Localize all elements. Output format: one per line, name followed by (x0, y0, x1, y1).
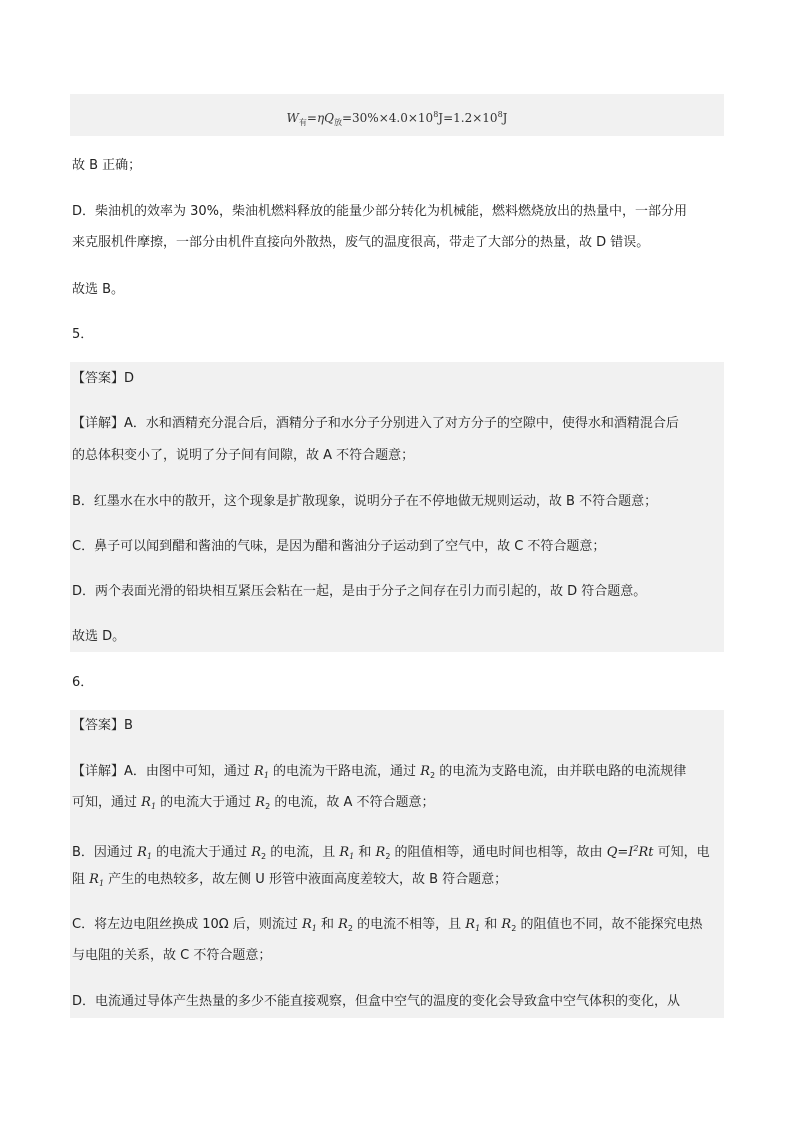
efficiency-formula: $W_有=\eta Q_放=30\%\times 4.0\times 10^8J=1.2\times 10^8J$ (286, 110, 508, 127)
joule-law: $Q=I^2Rt$ (606, 844, 654, 860)
q6-d-line-1: D．电流通过导体产生热量的多少不能直接观察，但盒中空气的温度的变化会导致盒中空气体积的变化，从 (72, 994, 681, 1009)
q5-a-line-1: 【详解】A．水和酒精充分混合后，酒精分子和水分子分别进入了对方分子的空隙中，使得水和酒精混合后 (72, 416, 679, 431)
q5-answer: 【答案】D (72, 371, 135, 386)
q4-conclusion: 故选 B。 (72, 282, 125, 297)
q6-b-line-1: B．因通过 $R_1$ 的电流大于通过 $R_2$ 的电流，且 $R_1$ 和 $R_2$ 的阻值相等，通电时间也相等，故由 $Q=I^2Rt$ 可知，电 (72, 844, 710, 861)
q6-c-line-1: C．将左边电阻丝换成 10Ω 后，则流过 $R_1$ 和 $R_2$ 的电流不相等，且 $R_1$ 和 $R_2$ 的阻值也不同，故不能探究电热 (72, 917, 703, 933)
q6-a-line-2: 可知，通过 $R_1$ 的电流大于通过 $R_2$ 的电流，故 A 不符合题意； (72, 795, 435, 811)
q6-a-line-1: 【详解】A．由图中可知，通过 $R_1$ 的电流为干路电流，通过 $R_2$ 的电流为支路电流，由并联电路的电流规律 (72, 764, 687, 780)
q5-option-d: D．两个表面光滑的铅块相互紧压会粘在一起，是由于分子之间存在引力而引起的，故 D 符合题意。 (72, 584, 647, 599)
q5-number: 5． (72, 327, 94, 342)
q5-option-c: C．鼻子可以闻到醋和酱油的气味，是因为醋和酱油分子运动到了空气中，故 C 不符合题意； (72, 539, 606, 554)
q6-number: 6． (72, 675, 94, 690)
q5-option-b: B．红墨水在水中的散开，这个现象是扩散现象，说明分子在不停地做无规则运动，故 B 不符合题意； (72, 494, 658, 509)
q4-d-line-1: D．柴油机的效率为 30%，柴油机燃料释放的能量少部分转化为机械能，燃料燃烧放出的热量中，一部分用 (72, 204, 688, 219)
q4-d-line-2: 来克服机件摩擦，一部分由机件直接向外散热，废气的温度很高，带走了大部分的热量，故 D 错误。 (72, 235, 650, 250)
q5-conclusion: 故选 D。 (72, 629, 126, 644)
formula-block (70, 94, 724, 136)
q6-c-line-2: 与电阻的关系，故 C 不符合题意； (72, 948, 272, 963)
q4-b-correct: 故 B 正确； (72, 158, 142, 173)
q6-b-line-2: 阻 $R_1$ 产生的电热较多，故左侧 U 形管中液面高度差较大，故 B 符合题意； (72, 872, 508, 888)
q6-answer: 【答案】B (72, 718, 133, 733)
q5-a-line-2: 的总体积变小了，说明了分子间有间隙，故 A 不符合题意； (72, 448, 415, 463)
